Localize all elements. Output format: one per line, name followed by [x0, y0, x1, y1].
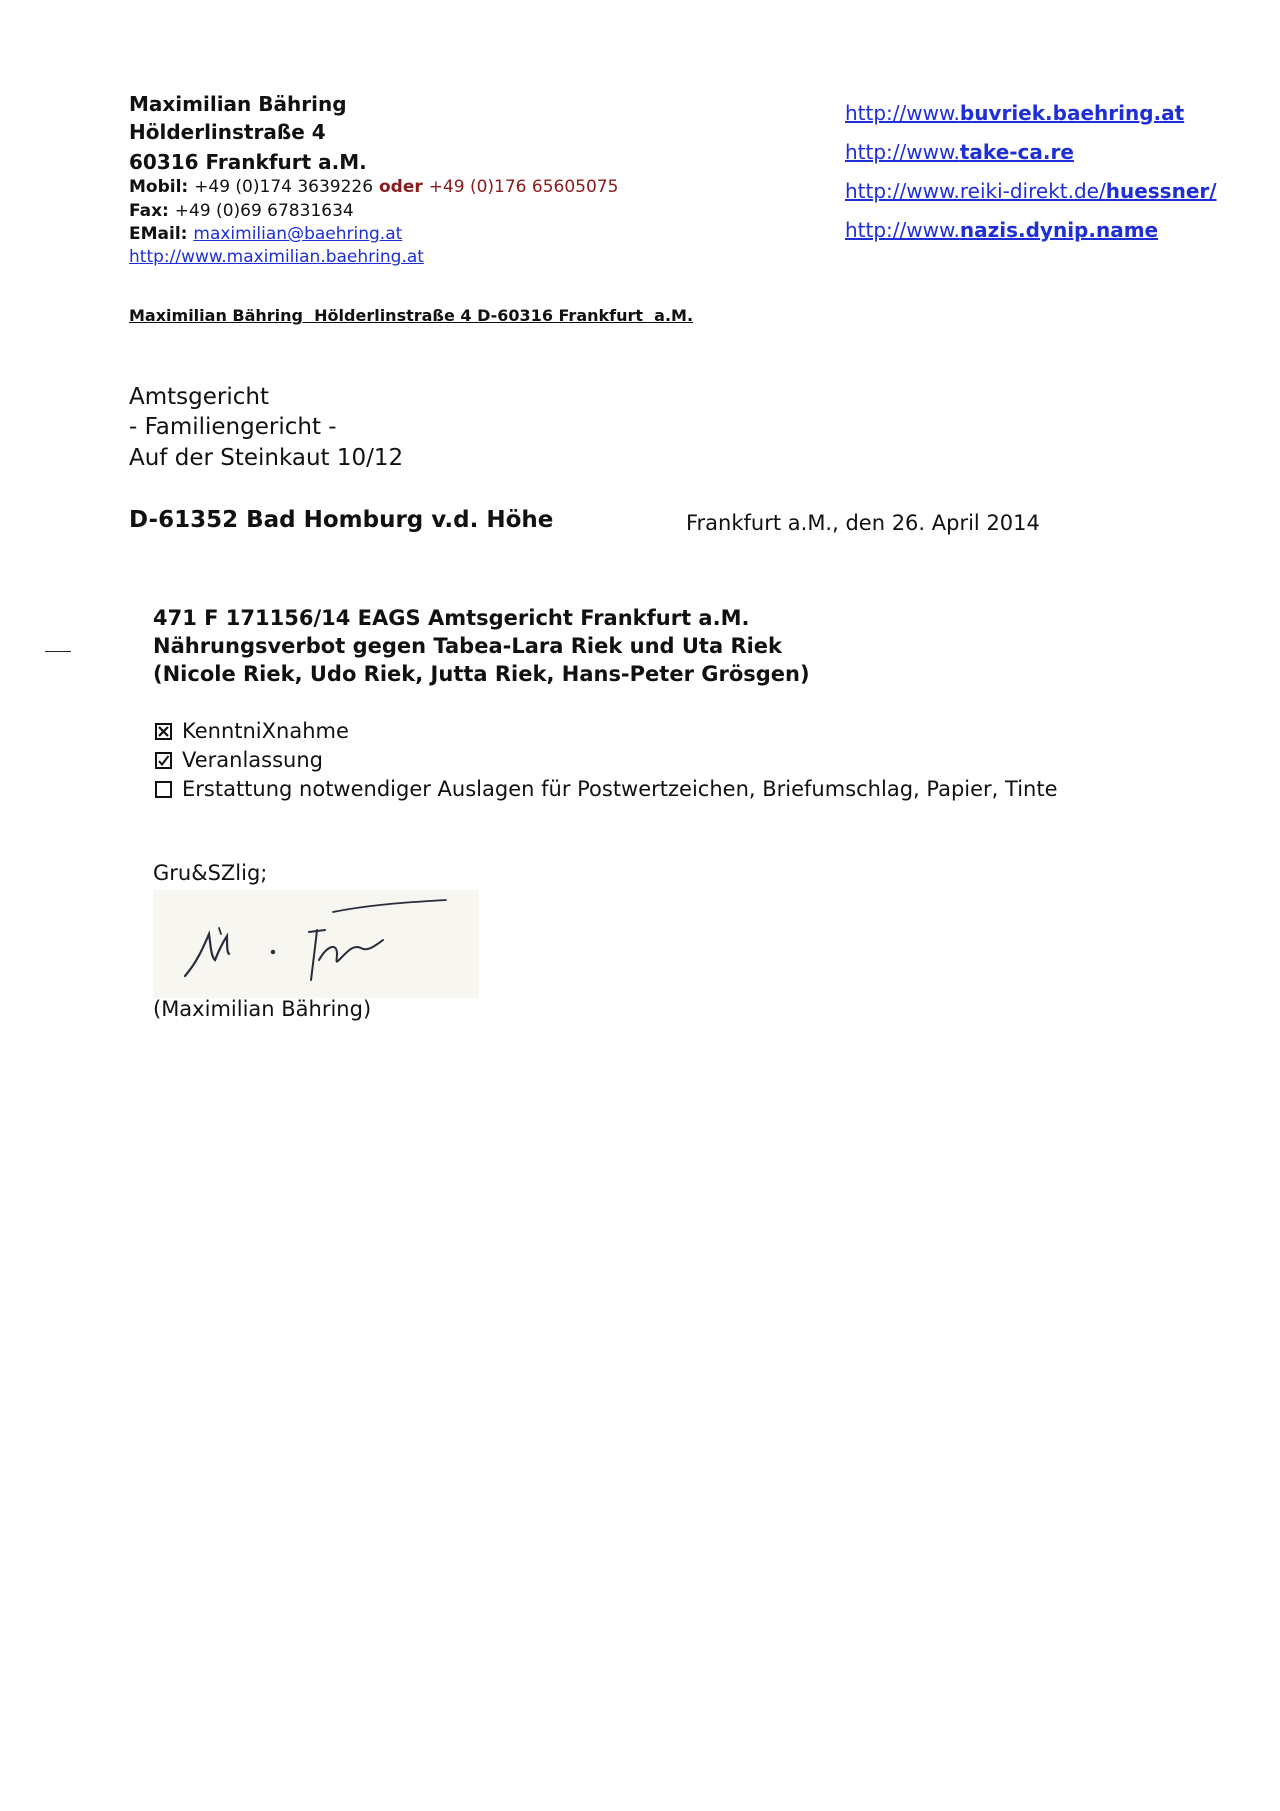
return-address: Maximilian Bähring Hölderlinstraße 4 D-60316 Frankfurt a.M. [129, 306, 694, 325]
crossed-checkbox-icon[interactable] [155, 723, 172, 740]
sender-mobile [129, 176, 618, 199]
link-prefix: http://www. [845, 218, 960, 242]
recipient-line-3: Auf der Steinkaut 10/12 [129, 445, 404, 471]
link-prefix: http://www. [845, 140, 960, 164]
sender-website-link[interactable]: http://www.maximilian.baehring.at [129, 247, 424, 267]
checkbox-row-veranlassung [155, 746, 323, 775]
web-link-nazis[interactable] [845, 218, 1158, 242]
checked-checkbox-icon[interactable] [155, 752, 172, 769]
sender-street: Hölderlinstraße 4 [129, 120, 326, 144]
subject-line-2 [153, 632, 782, 660]
link-prefix: http://www. [845, 101, 960, 125]
checkbox-label: Veranlassung [182, 748, 324, 772]
sender-city: 60316 Frankfurt a.M. [129, 150, 367, 174]
recipient-line-1: Amtsgericht [129, 384, 269, 410]
fax-number: +49 (0)69 67831634 [174, 201, 354, 221]
mobile-number-2: +49 (0)176 65605075 [428, 177, 619, 197]
sender-fax [129, 200, 354, 223]
link-domain: buvriek.baehring.at [959, 101, 1185, 125]
recipient-line-2: - Familiengericht - [129, 414, 337, 440]
closing-greeting: Gru&SZlig; [153, 861, 268, 885]
link-prefix: http://www.reiki-direkt.de/ [845, 179, 1106, 203]
email-link[interactable]: maximilian@baehring.at [193, 224, 403, 244]
web-link-reiki[interactable] [845, 179, 1217, 203]
sender-name: Maximilian Bähring [129, 92, 347, 116]
web-link-buvriek[interactable] [845, 101, 1184, 125]
sender-email [129, 223, 402, 246]
checkbox-row-erstattung [155, 775, 1058, 804]
signature-icon [153, 890, 479, 998]
mobile-or: oder [379, 177, 423, 197]
checkbox-row-kenntnisnahme [155, 717, 349, 746]
signer-name: (Maximilian Bähring) [153, 997, 372, 1021]
link-domain: take-ca.re [959, 140, 1074, 164]
recipient-city: D-61352 Bad Homburg v.d. Höhe [129, 507, 554, 533]
subject-text: Nährungsverbot gegen Tabea-Lara Riek und Uta Riek [153, 634, 783, 658]
email-label: EMail: [129, 224, 188, 244]
checkbox-label: KenntniXnahme [182, 719, 349, 743]
letter-date: Frankfurt a.M., den 26. April 2014 [686, 511, 1040, 535]
subject-line-3 [153, 660, 810, 688]
checkbox-label: Erstattung notwendiger Auslagen für Postwertzeichen, Briefumschlag, Papier, Tinte [182, 777, 1058, 801]
empty-checkbox-icon[interactable] [155, 781, 172, 798]
fold-mark [45, 651, 71, 652]
web-link-take-care[interactable] [845, 140, 1074, 164]
subject-parties: (Nicole Riek, Udo Riek, Jutta Riek, Hans-Peter Grösgen) [153, 662, 810, 686]
mobile-label: Mobil: [129, 177, 189, 197]
mobile-number-1: +49 (0)174 3639226 [194, 177, 374, 197]
link-domain: nazis.dynip.name [959, 218, 1159, 242]
subject-reference: 471 F 171156/14 EAGS Amtsgericht Frankfurt a.M. [153, 606, 750, 630]
signature-image [153, 890, 479, 998]
fax-label: Fax: [129, 201, 169, 221]
link-domain: huessner/ [1105, 179, 1217, 203]
